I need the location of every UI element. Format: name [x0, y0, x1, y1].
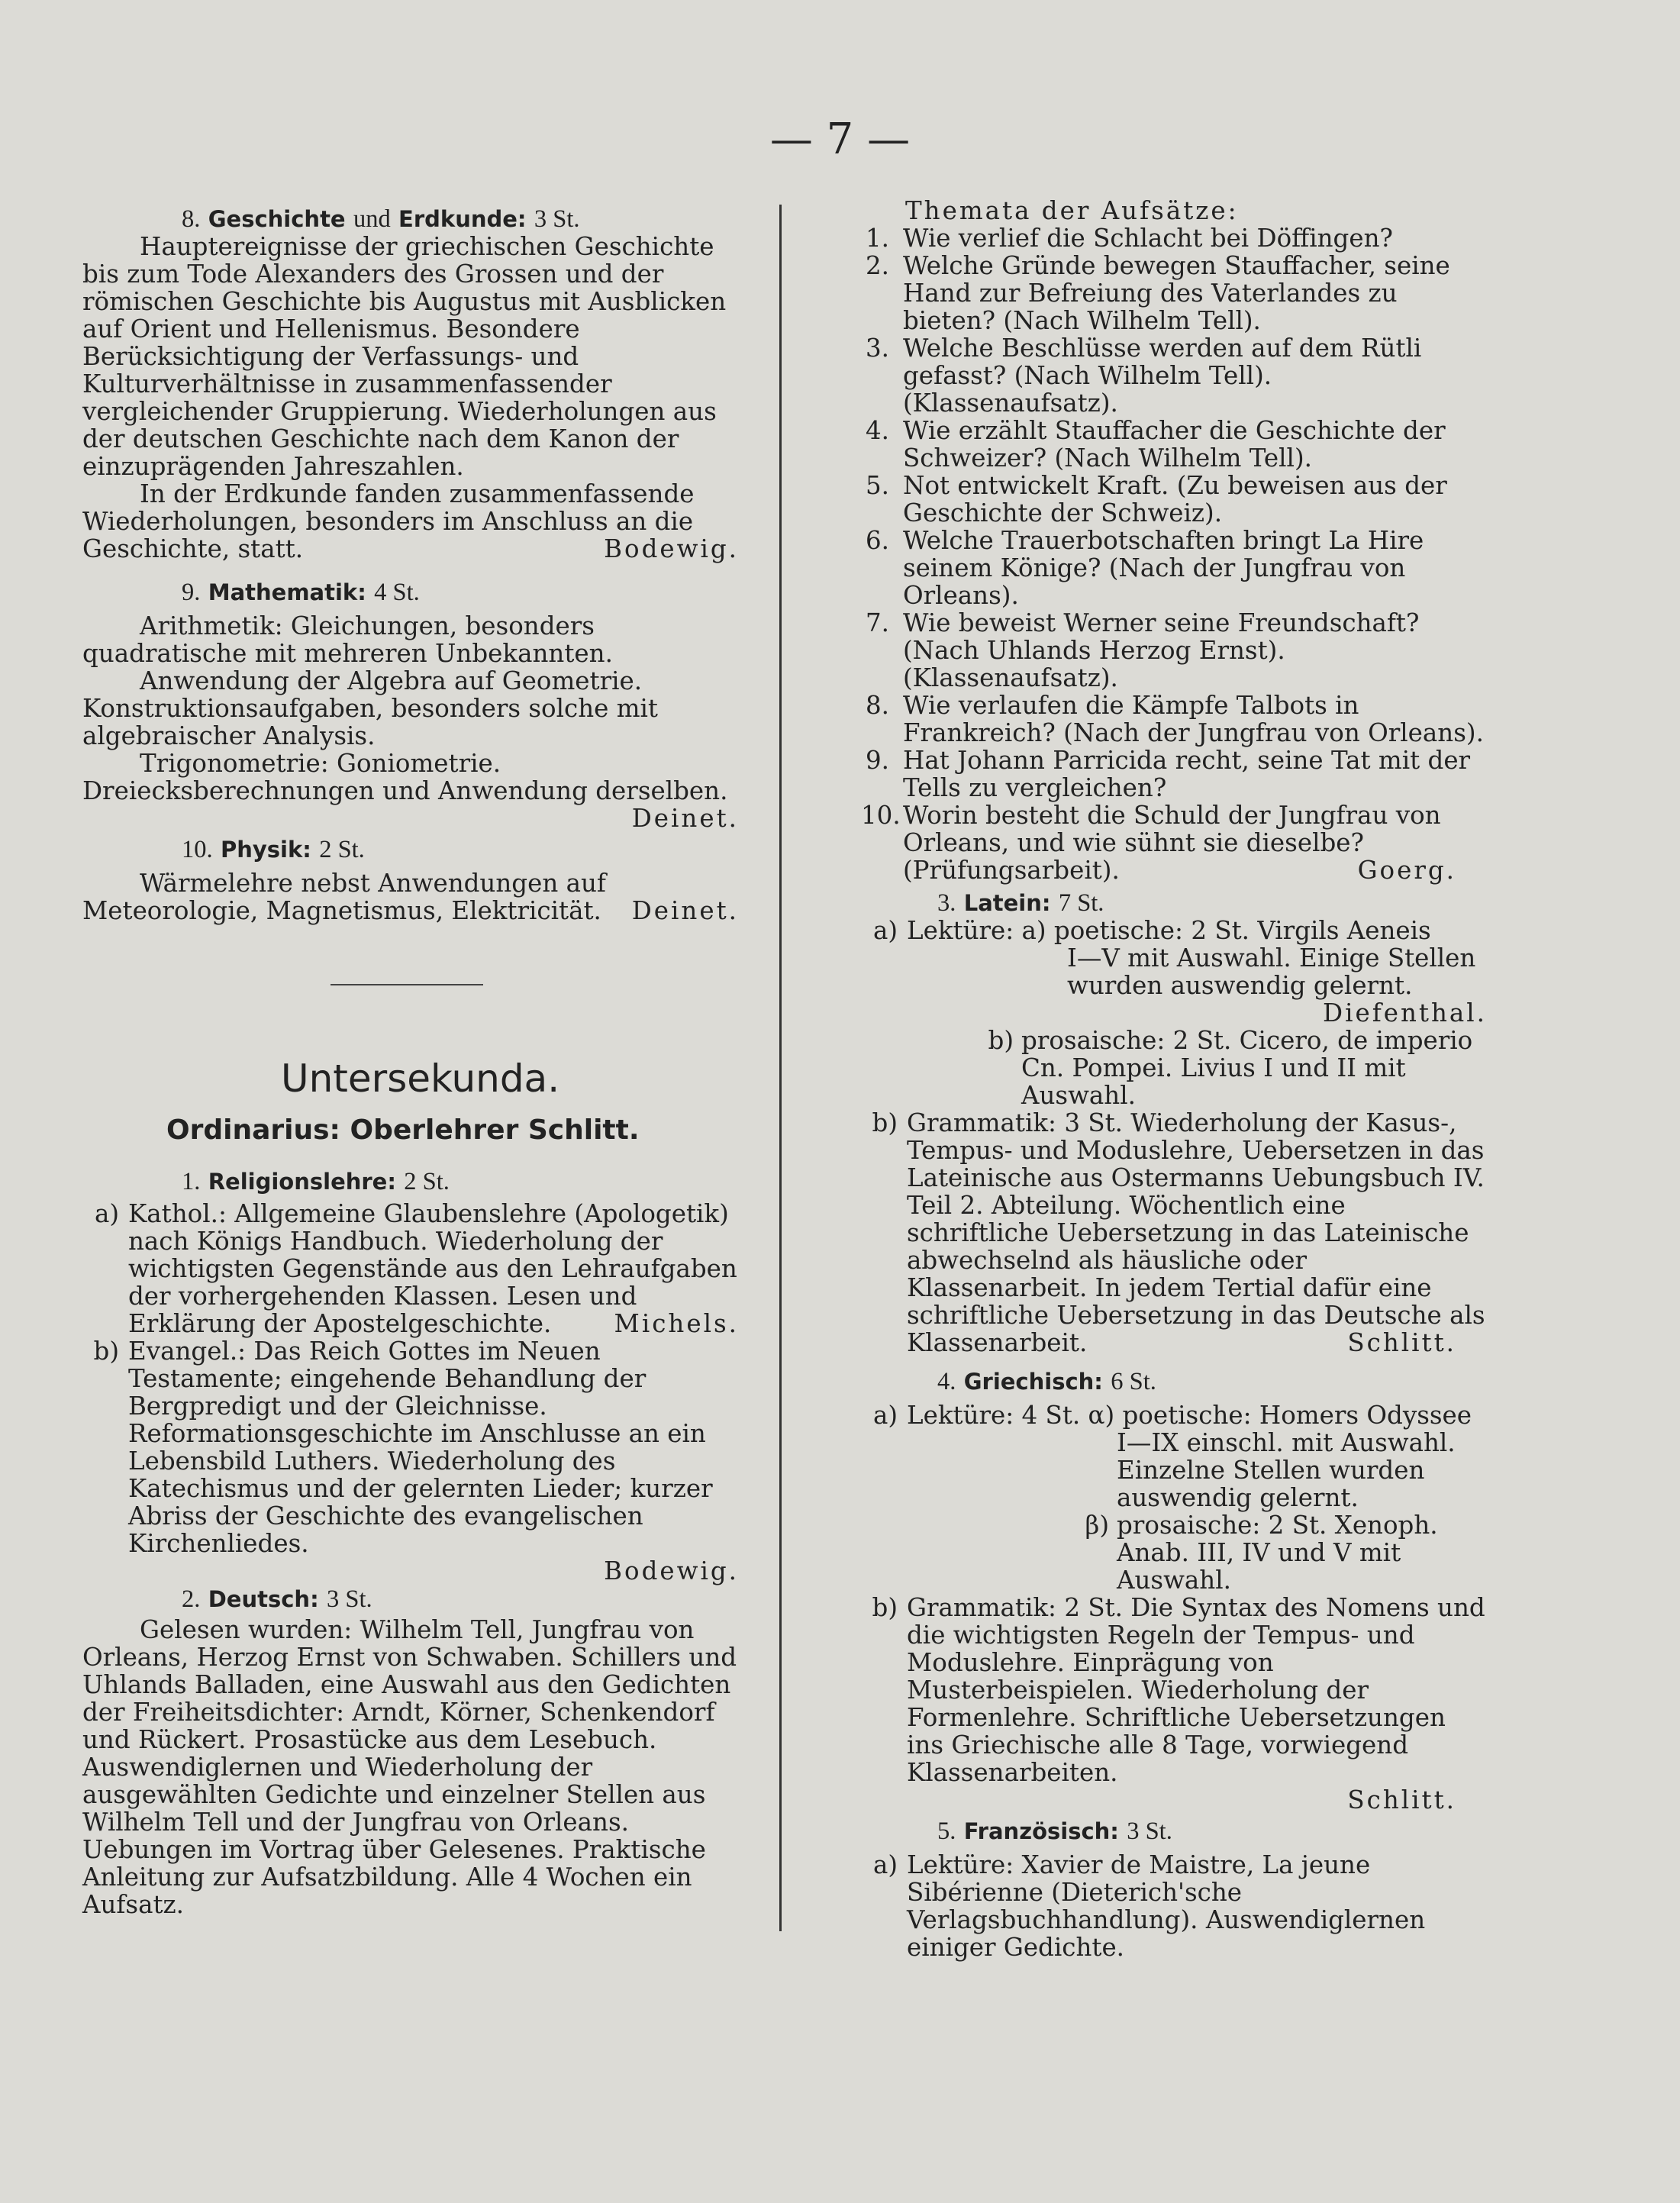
latein-lektuere: a) Lektüre: a) poetische: 2 St. Virgils Aeneis I—V mit Auswahl. Einige Stellen wurden auswendig gelernt. Diefenthal. b) prosaische: 2 St. Cicero, de imperio Cn. Pompei. Livius I und II mit Auswahl. [872, 916, 1487, 1110]
heading-franzoesisch: 5. Französisch: 3 St. [937, 1818, 1172, 1845]
themata-number: 3. [865, 334, 889, 363]
religion-evangel: b) Evangel.: Das Reich Gottes im Neuen Testamente; eingehende Behandlung der Bergpredigt und der Gleichnisse. Reformationsgeschichte im Anschlusse an ein Lebensbild Luthers. Wiederholung des Katechismus und der gelernten Lieder; kurzer Abriss der Geschichte des evangelischen Kirchenliedes. Bodewig. [93, 1337, 739, 1585]
themata-title: Themata der Aufsätze: [905, 196, 1239, 225]
themata-list [861, 224, 1487, 884]
erdkunde-text: In der Erdkunde fanden zusammenfassende Wiederholungen, besonders im Anschluss an die Geschichte, statt. [82, 479, 695, 563]
themata-text: Welche Trauerbotschaften bringt La Hire seinem Könige? (Nach der Jungfrau von Orleans). [903, 526, 1424, 610]
themata-number: 10. [861, 801, 901, 830]
griechisch-prosaische: β) prosaische: 2 St. Xenoph. Anab. III, IV und V mit Auswahl. [1085, 1511, 1438, 1595]
physik-text: Wärmelehre nebst Anwendungen auf Meteorologie, Magnetismus, Elektricität. [82, 869, 606, 925]
themata-text: Welche Beschlüsse werden auf dem Rütli gefasst? (Nach Wilhelm Tell). (Klassenaufsatz). [903, 334, 1422, 418]
heading-latein: 3. Latein: 7 St. [937, 889, 1104, 917]
signature-michels: Michels. [614, 1309, 739, 1338]
page-number: — 7 — [769, 115, 911, 164]
deutsch-text: Gelesen wurden: Wilhelm Tell, Jungfrau von Orleans, Herzog Ernst von Schwaben. Schillers und Uhlands Balladen, eine Auswahl aus den Gedichten der Freiheitsdichter: Arndt, Körner, Schenkendorf und Rückert. Prosastücke aus dem Lesebuch. Auswendiglernen und Wiederholung der ausgewählten Gedichte und einzelner Stellen aus Wilhelm Tell und der Jungfrau von Orleans. Uebungen im Vortrag über Gelesenes. Praktische Anleitung zur Aufsatzbildung. Alle 4 Wochen ein Aufsatz. [82, 1615, 737, 1919]
themata-text: Wie verlaufen die Kämpfe Talbots in Frankreich? (Nach der Jungfrau von Orleans). [903, 691, 1484, 747]
themata-item [861, 747, 1487, 802]
signature-bodewig-religion: Bodewig. [604, 1556, 739, 1585]
heading-griechisch: 4. Griechisch: 6 St. [937, 1368, 1156, 1395]
themata-item [861, 692, 1487, 747]
themata-number: 5. [865, 471, 889, 500]
themata-text: Welche Gründe bewegen Stauffacher, seine Hand zur Befreiung des Vaterlandes zu bieten? (Nach Wilhelm Tell). [903, 251, 1450, 335]
mathematik-arithmetik: Arithmetik: Gleichungen, besonders quadratische mit mehreren Unbekannten. [82, 611, 613, 668]
themata-text: Wie erzählt Stauffacher die Geschichte der Schweizer? (Nach Wilhelm Tell). [903, 416, 1446, 473]
latein-grammatik: b) Grammatik: 3 St. Wiederholung der Kasus-, Tempus- und Moduslehre, Uebersetzen in das Lateinische aus Ostermanns Uebungsbuch IV. Teil 2. Abteilung. Wöchentlich eine schriftliche Uebersetzung in das Lateinische abwechselnd als häusliche oder Klassenarbeit. In jedem Tertial dafür eine schriftliche Uebersetzung in das Deutsche als Klassenarbeit. Schlitt. [861, 1109, 1487, 1356]
left-column [82, 197, 739, 1918]
themata-number: 6. [865, 526, 889, 555]
themata-item [861, 417, 1487, 472]
themata-text: Hat Johann Parricida recht, seine Tat mit der Tells zu vergleichen? [903, 746, 1471, 802]
signature-schlitt-griechisch: Schlitt. [1347, 1785, 1456, 1814]
section-title: Untersekunda. [281, 1056, 560, 1101]
heading-geschichte: 8. Geschichte und Erdkunde: 3 St. [182, 205, 580, 233]
themata-item [861, 224, 1487, 252]
mathematik-algebra: Anwendung der Algebra auf Geometrie. Konstruktionsaufgaben, besonders solche mit algebraischer Analysis. [82, 666, 658, 750]
signature-diefenthal: Diefenthal. [1323, 998, 1487, 1027]
heading-deutsch: 2. Deutsch: 3 St. [182, 1585, 372, 1613]
griechisch-lektuere: a) Lektüre: 4 St. α) poetische: Homers Odyssee I—IX einschl. mit Auswahl. Einzelne Stellen wurden auswendig gelernt. β) prosaische: 2 St. Xenoph. Anab. III, IV und V mit Auswahl. [861, 1401, 1487, 1594]
signature-goerg: Goerg. [1357, 856, 1456, 885]
themata-text: Worin besteht die Schuld der Jungfrau von Orleans, und wie sühnt sie dieselbe? (Prüfungsarbeit). [903, 801, 1441, 885]
themata-number: 8. [865, 691, 889, 720]
religion-kathol: a) Kathol.: Allgemeine Glaubenslehre (Apologetik) nach Königs Handbuch. Wiederholung der wichtigsten Gegenstände aus den Lehraufgaben der vorhergehenden Klassen. Lesen und Erklärung der Apostelgeschichte. Michels. [94, 1199, 739, 1338]
griechisch-grammatik: b) Grammatik: 2 St. Die Syntax des Nomens und die wichtigsten Regeln der Tempus- und Moduslehre. Einprägung von Musterbeispielen. Wiederholung der Formenlehre. Schriftliche Uebersetzungen ins Griechische alle 8 Tage, vorwiegend Klassenarbeiten. Schlitt. [861, 1594, 1487, 1814]
themata-text: Wie beweist Werner seine Freundschaft? (Nach Uhlands Herzog Ernst). (Klassenaufsatz). [903, 608, 1420, 692]
themata-number: 2. [865, 251, 889, 280]
section-ordinarius: Ordinarius: Oberlehrer Schlitt. [166, 1114, 640, 1146]
themata-number: 7. [865, 608, 889, 637]
signature-deinet: Deinet. [631, 804, 739, 833]
column-divider [779, 205, 782, 1931]
themata-number: 1. [865, 224, 889, 253]
themata-item [861, 472, 1487, 527]
themata-item [861, 527, 1487, 609]
themata-item [861, 334, 1487, 417]
heading-physik: 10. Physik: 2 St. [182, 836, 365, 863]
themata-number: 4. [865, 416, 889, 445]
themata-text: Not entwickelt Kraft. (Zu beweisen aus der Geschichte der Schweiz). [903, 471, 1447, 527]
section-rule [331, 984, 483, 985]
signature-schlitt-latein: Schlitt. [1347, 1328, 1456, 1357]
signature-bodewig: Bodewig. [604, 534, 739, 563]
heading-religionslehre: 1. Religionslehre: 2 St. [182, 1168, 450, 1195]
heading-mathematik: 9. Mathematik: 4 St. [182, 579, 420, 606]
franzoesisch-lektuere: a) Lektüre: Xavier de Maistre, La jeune Sibérienne (Dieterich'sche Verlagsbuchhandlung). Auswendiglernen einiger Gedichte. [872, 1850, 1426, 1962]
themata-text: Wie verlief die Schlacht bei Döffingen? [903, 224, 1393, 253]
themata-item [861, 252, 1487, 334]
signature-deinet-physik: Deinet. [631, 896, 739, 925]
geschichte-text: Hauptereignisse der griechischen Geschichte bis zum Tode Alexanders des Grossen und der römischen Geschichte bis Augustus mit Ausblicken auf Orient und Hellenismus. Besondere Berücksichtigung der Verfassungs- und Kulturverhältnisse in zusammenfassender vergleichender Gruppierung. Wiederholungen aus der deutschen Geschichte nach dem Kanon der einzuprägenden Jahreszahlen. [82, 232, 727, 481]
mathematik-trigonometrie: Trigonometrie: Goniometrie. Dreiecksberechnungen und Anwendung derselben. [82, 749, 728, 805]
right-column [861, 197, 1487, 1961]
latein-prosaische: b) prosaische: 2 St. Cicero, de imperio Cn. Pompei. Livius I und II mit Auswahl. [988, 1026, 1473, 1110]
themata-item [861, 609, 1487, 692]
themata-number: 9. [865, 746, 889, 775]
